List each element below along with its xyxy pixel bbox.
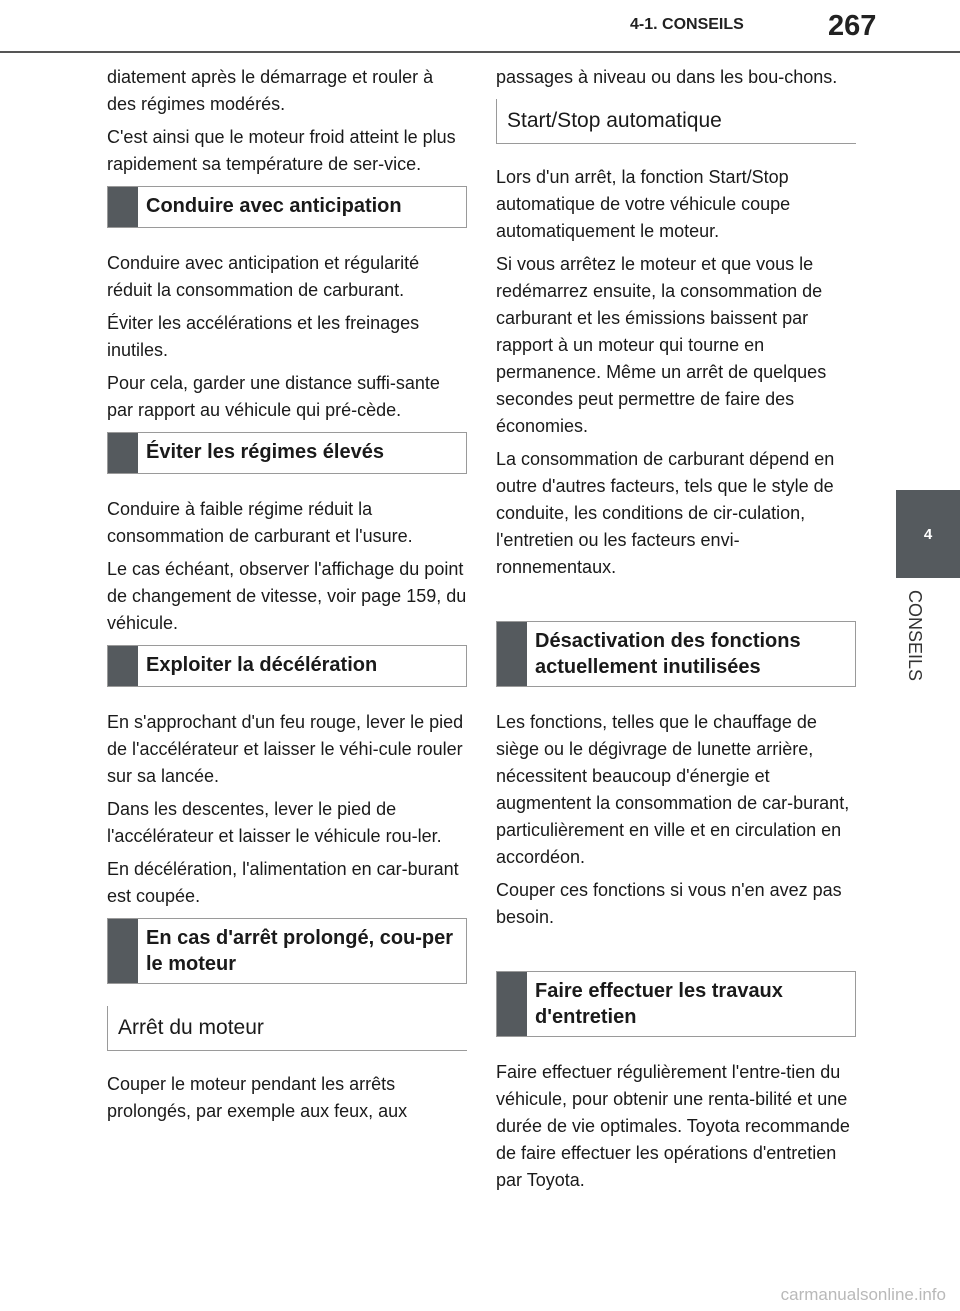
chapter-label [897,590,933,680]
section-heading [107,645,467,687]
header-section-title: 4-1. CONSEILS [630,16,744,33]
section-heading [107,918,467,984]
section-heading [496,621,856,687]
heading-bar [108,433,138,473]
watermark: carmanualsonline.info [780,1285,946,1304]
paragraph: La consommation de carburant dépend en outre d'autres facteurs, tels que le style de conduite, les conditions de cir-culation, l'entretien ou les facteurs envi-ronnementaux. [496,449,835,577]
heading-bar [108,919,138,983]
subsection-heading: Arrêt du moteur [107,1006,467,1051]
paragraph: passages à niveau ou dans les bou-chons. [496,67,838,87]
page-number: 267 [828,10,877,42]
paragraph: Dans les descentes, lever le pied de l'accélérateur et laisser le véhicule rou-ler. [107,799,442,846]
paragraph: Éviter les accélérations et les freinages inutiles. [107,313,420,360]
paragraph: Le cas échéant, observer l'affichage du point de changement de vitesse, voir page 159, du véhicule. [107,559,467,633]
chapter-label-text: CONSEILS [905,590,925,682]
section-heading-text: Conduire avec anticipation [146,195,402,217]
paragraph: C'est ainsi que le moteur froid atteint le plus rapidement sa température de ser-vice. [107,127,456,174]
heading-bar [497,972,527,1036]
section-heading [107,432,467,474]
paragraph: Conduire avec anticipation et régularité réduit la consommation de carburant. [107,253,420,300]
right-column [496,64,856,1200]
paragraph: Faire effectuer régulièrement l'entre-tien du véhicule, pour obtenir une renta-bilité et une durée de vie optimales. Toyota recommande de faire effectuer les opérations d'entretien par Toyota. [496,1062,850,1190]
chapter-number: 4 [923,526,933,543]
section-heading-text: Faire effectuer les travaux d'entretien [535,980,783,1028]
heading-bar [108,187,138,227]
section-heading-text: Exploiter la décélération [146,654,378,676]
section-heading-text: En cas d'arrêt prolongé, cou-per le moteur [146,927,454,975]
left-column [107,64,467,1131]
paragraph: Si vous arrêtez le moteur et que vous le redémarrez ensuite, la consommation de carburant et les émissions baissent par rapport à un moteur qui tourne en permanence. Même un arrêt de quelques secondes peut permettre de faire des économies. [496,254,827,436]
subsection-heading: Start/Stop automatique [496,99,856,144]
chapter-tab [896,490,960,578]
paragraph: diatement après le démarrage et rouler à des régimes modérés. [107,67,434,114]
paragraph: Lors d'un arrêt, la fonction Start/Stop automatique de votre véhicule coupe automatiquement le moteur. [496,167,791,241]
paragraph: En décélération, l'alimentation en car-burant est coupée. [107,859,459,906]
paragraph: En s'approchant d'un feu rouge, lever le pied de l'accélérateur et laisser le véhi-cule rouler sur sa lancée. [107,712,464,786]
paragraph: Pour cela, garder une distance suffi-sante par rapport au véhicule qui pré-cède. [107,373,440,420]
paragraph: Couper le moteur pendant les arrêts prolongés, par exemple aux feux, aux [107,1074,408,1121]
section-heading [496,971,856,1037]
section-heading-text: Éviter les régimes élevés [146,441,384,463]
heading-bar [497,622,527,686]
heading-bar [108,646,138,686]
header-divider [0,51,960,53]
section-heading-text: Désactivation des fonctions actuellement inutilisées [535,630,801,678]
paragraph: Les fonctions, telles que le chauffage de siège ou le dégivrage de lunette arrière, nécessitent beaucoup d'énergie et augmentent la consommation de car-burant, particulièrement en ville et en circulation en accordéon. [496,712,850,867]
section-heading [107,186,467,228]
paragraph: Couper ces fonctions si vous n'en avez pas besoin. [496,880,842,927]
paragraph: Conduire à faible régime réduit la consommation de carburant et l'usure. [107,499,413,546]
